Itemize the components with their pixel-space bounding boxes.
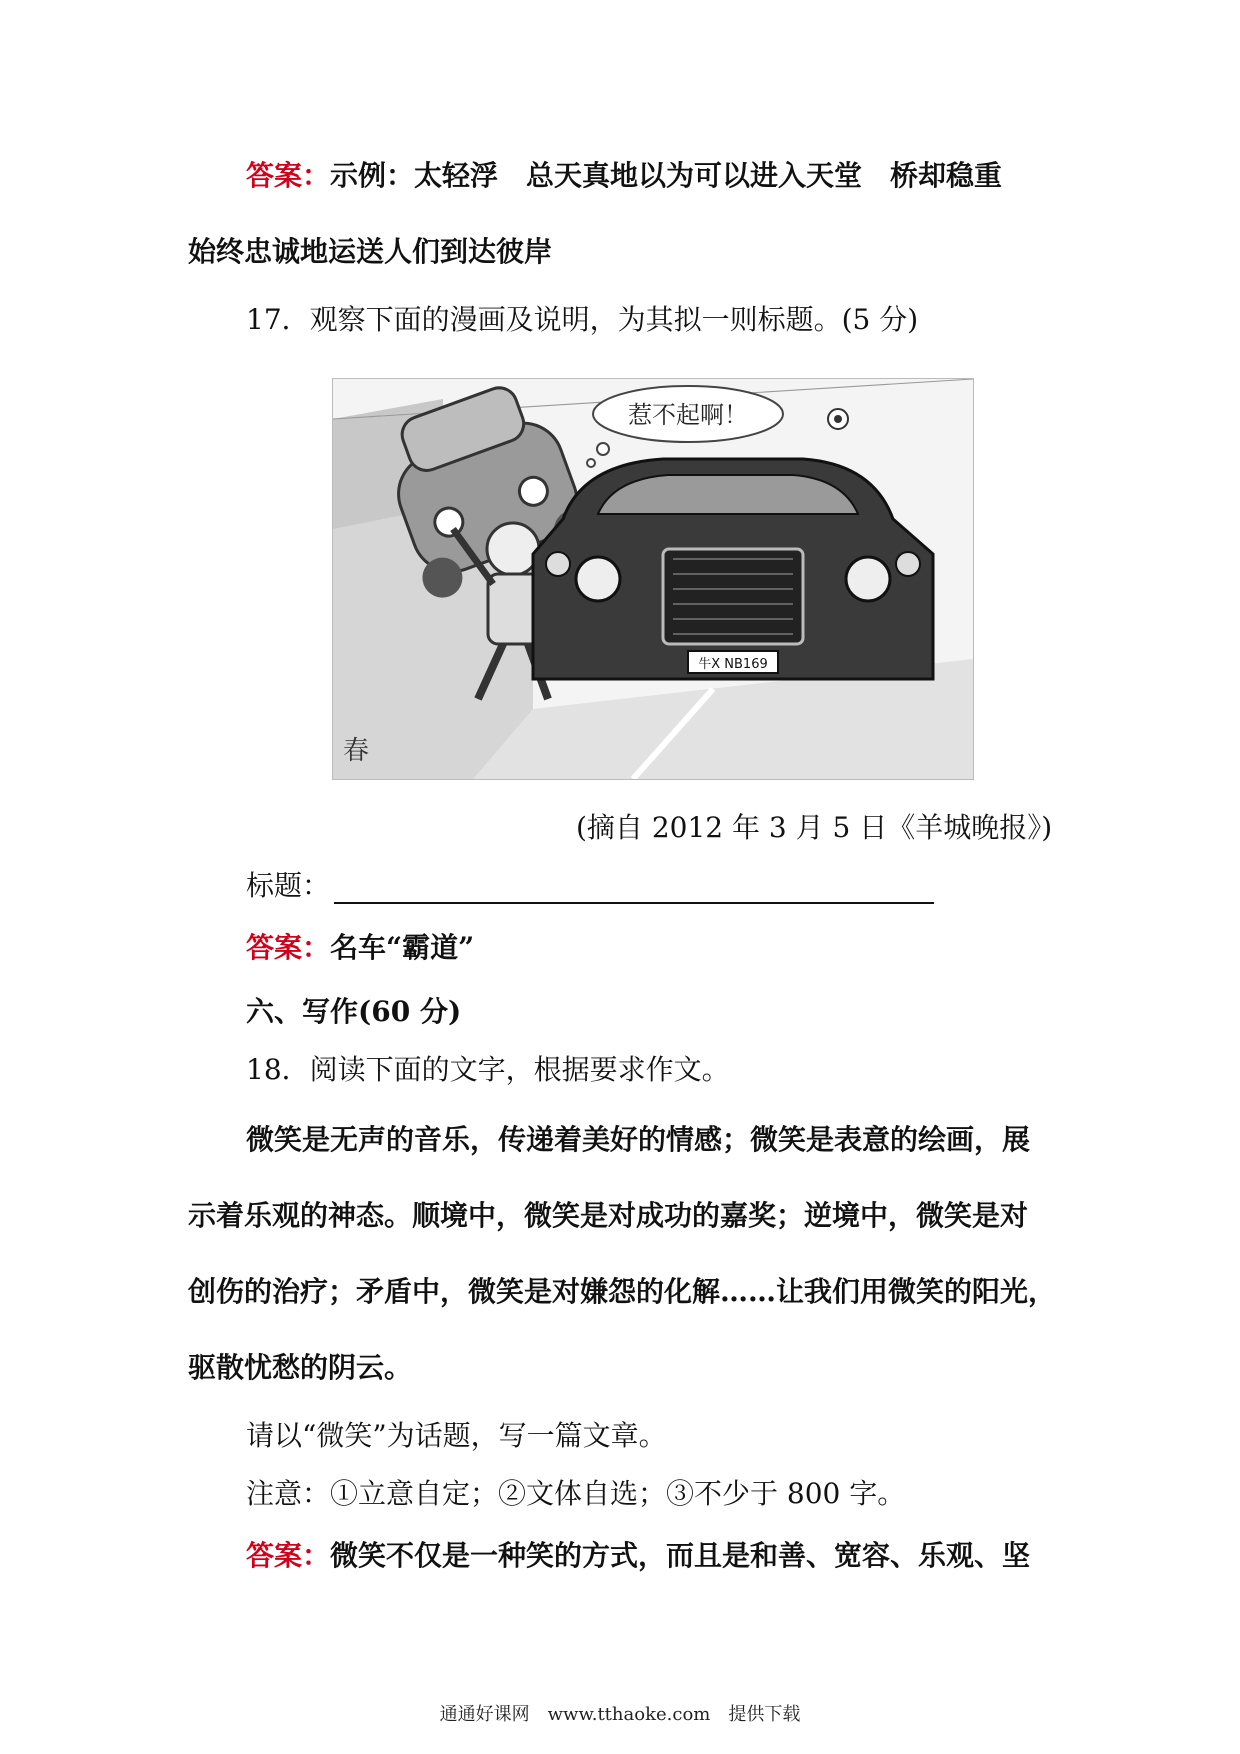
title-blank[interactable]	[334, 874, 934, 904]
passage-line-1: 微笑是无声的音乐，传递着美好的情感；微笑是表意的绘画，展	[246, 1123, 1031, 1156]
title-label: 标题：	[246, 869, 331, 902]
answer-label: 答案：	[246, 931, 331, 964]
luxury-car	[533, 459, 933, 679]
answer-label: 答案：	[246, 159, 331, 192]
passage-line-4: 驱散忧愁的阴云。	[188, 1351, 413, 1384]
answer-2	[246, 930, 474, 966]
answer-text: 微笑不仅是一种笑的方式，而且是和善、宽容、乐观、坚	[330, 1539, 1031, 1572]
artist-signature: 春	[343, 736, 370, 766]
title-field	[246, 868, 934, 904]
passage-line-2: 示着乐观的神态。顺境中，微笑是对成功的嘉奖；逆境中，微笑是对	[188, 1199, 1029, 1232]
section-6-heading: 六、写作(60 分)	[246, 995, 462, 1028]
cartoon-figure	[332, 378, 974, 780]
essay-notes: 注意：①立意自定；②文体自选；③不少于 800 字。	[246, 1477, 906, 1510]
passage-line-3: 创伤的治疗；矛盾中，微笑是对嫌怨的化解……让我们用微笑的阳光，	[188, 1275, 1057, 1308]
answer-3	[246, 1538, 1030, 1574]
essay-prompt: 请以“微笑”为话题，写一篇文章。	[246, 1419, 667, 1452]
source-citation: (摘自 2012 年 3 月 5 日《羊城晚报》)	[576, 811, 1053, 844]
answer-label: 答案：	[246, 1539, 331, 1572]
answer-text: 名车“霸道”	[330, 931, 475, 964]
answer-1-line-1	[246, 158, 1002, 194]
question-17: 17．观察下面的漫画及说明，为其拟一则标题。(5 分)	[246, 303, 919, 336]
answer-1-line-2: 始终忠诚地运送人们到达彼岸	[188, 235, 553, 268]
question-18: 18．阅读下面的文字，根据要求作文。	[246, 1053, 730, 1086]
license-plate: 牛X NB169	[698, 657, 768, 672]
speech-bubble-text: 惹不起啊！	[628, 401, 748, 429]
page-footer: 通通好课网 www.tthaoke.com 提供下载	[439, 1704, 801, 1725]
answer-text: 示例：太轻浮 总天真地以为可以进入天堂 桥却稳重	[330, 159, 1003, 192]
